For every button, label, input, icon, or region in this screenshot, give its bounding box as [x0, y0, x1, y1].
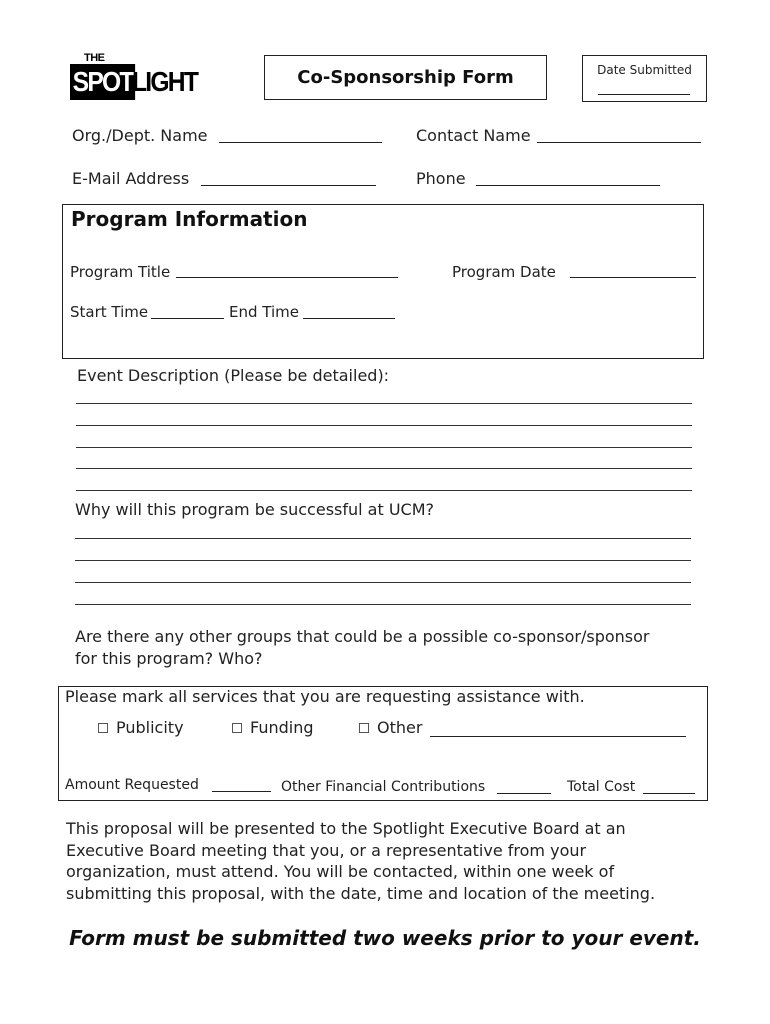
program-info-heading: Program Information	[71, 207, 308, 231]
total-cost-field[interactable]	[643, 793, 695, 794]
submission-notice: Form must be submitted two weeks prior to your event.	[69, 926, 701, 950]
email-label: E-Mail Address	[72, 169, 190, 188]
success-answer-line[interactable]	[75, 538, 691, 539]
date-submitted-label: Date Submitted	[597, 63, 692, 77]
proposal-line: organization, must attend. You will be contacted, within one week of	[66, 862, 615, 881]
amount-requested-field[interactable]	[212, 791, 271, 792]
total-cost-label: Total Cost	[567, 779, 636, 795]
success-question-label: Why will this program be successful at UCM?	[75, 500, 435, 519]
event-description-line[interactable]	[76, 468, 692, 469]
end-time-field[interactable]	[303, 318, 395, 319]
org-field[interactable]	[219, 142, 382, 143]
success-answer-line[interactable]	[75, 582, 691, 583]
event-description-label: Event Description (Please be detailed):	[77, 366, 390, 385]
program-title-field[interactable]	[176, 277, 398, 278]
funding-label: Funding	[250, 718, 314, 737]
end-time-label: End Time	[229, 303, 299, 321]
form-title: Co-Sponsorship Form	[264, 55, 547, 100]
other-checkbox[interactable]	[359, 723, 369, 733]
services-heading: Please mark all services that you are requesting assistance with.	[65, 687, 585, 706]
proposal-paragraph	[66, 818, 746, 904]
proposal-line: submitting this proposal, with the date, time and location of the meeting.	[66, 883, 656, 903]
success-answer-line[interactable]	[75, 560, 691, 561]
start-time-field[interactable]	[151, 318, 224, 319]
publicity-label: Publicity	[116, 718, 184, 737]
contact-name-label: Contact Name	[416, 126, 531, 145]
event-description-line[interactable]	[76, 425, 692, 426]
event-description-line[interactable]	[76, 447, 692, 448]
funding-checkbox[interactable]	[232, 723, 242, 733]
program-title-label: Program Title	[70, 263, 171, 281]
date-submitted-field[interactable]	[598, 94, 690, 95]
other-financial-field[interactable]	[497, 793, 551, 794]
program-date-label: Program Date	[452, 263, 556, 281]
other-field[interactable]	[430, 736, 686, 737]
email-field[interactable]	[201, 185, 376, 186]
program-information-section	[62, 204, 704, 359]
program-date-field[interactable]	[570, 277, 696, 278]
date-submitted-box	[582, 55, 707, 102]
proposal-line: This proposal will be presented to the Spotlight Executive Board at an	[66, 819, 626, 838]
logo-the: THE	[84, 52, 105, 64]
other-groups-question: Are there any other groups that could be a possible co-sponsor/sponsor	[75, 627, 650, 646]
logo-light: LIGHT	[132, 66, 198, 97]
other-financial-label: Other Financial Contributions	[281, 779, 486, 795]
phone-label: Phone	[416, 169, 466, 188]
event-description-line[interactable]	[76, 403, 692, 404]
services-section	[58, 686, 708, 801]
phone-field[interactable]	[476, 185, 660, 186]
logo-spot: SPOT	[70, 64, 135, 100]
event-description-line[interactable]	[76, 490, 692, 491]
success-answer-line[interactable]	[75, 604, 691, 605]
proposal-line: Executive Board meeting that you, or a representative from your	[66, 840, 587, 860]
publicity-checkbox[interactable]	[98, 723, 108, 733]
start-time-label: Start Time	[70, 303, 149, 321]
org-label: Org./Dept. Name	[72, 126, 208, 145]
contact-name-field[interactable]	[537, 142, 701, 143]
amount-requested-label: Amount Requested	[65, 777, 199, 793]
other-groups-question-cont: for this program? Who?	[75, 649, 263, 668]
spotlight-logo	[70, 52, 200, 104]
other-label: Other	[377, 718, 423, 737]
